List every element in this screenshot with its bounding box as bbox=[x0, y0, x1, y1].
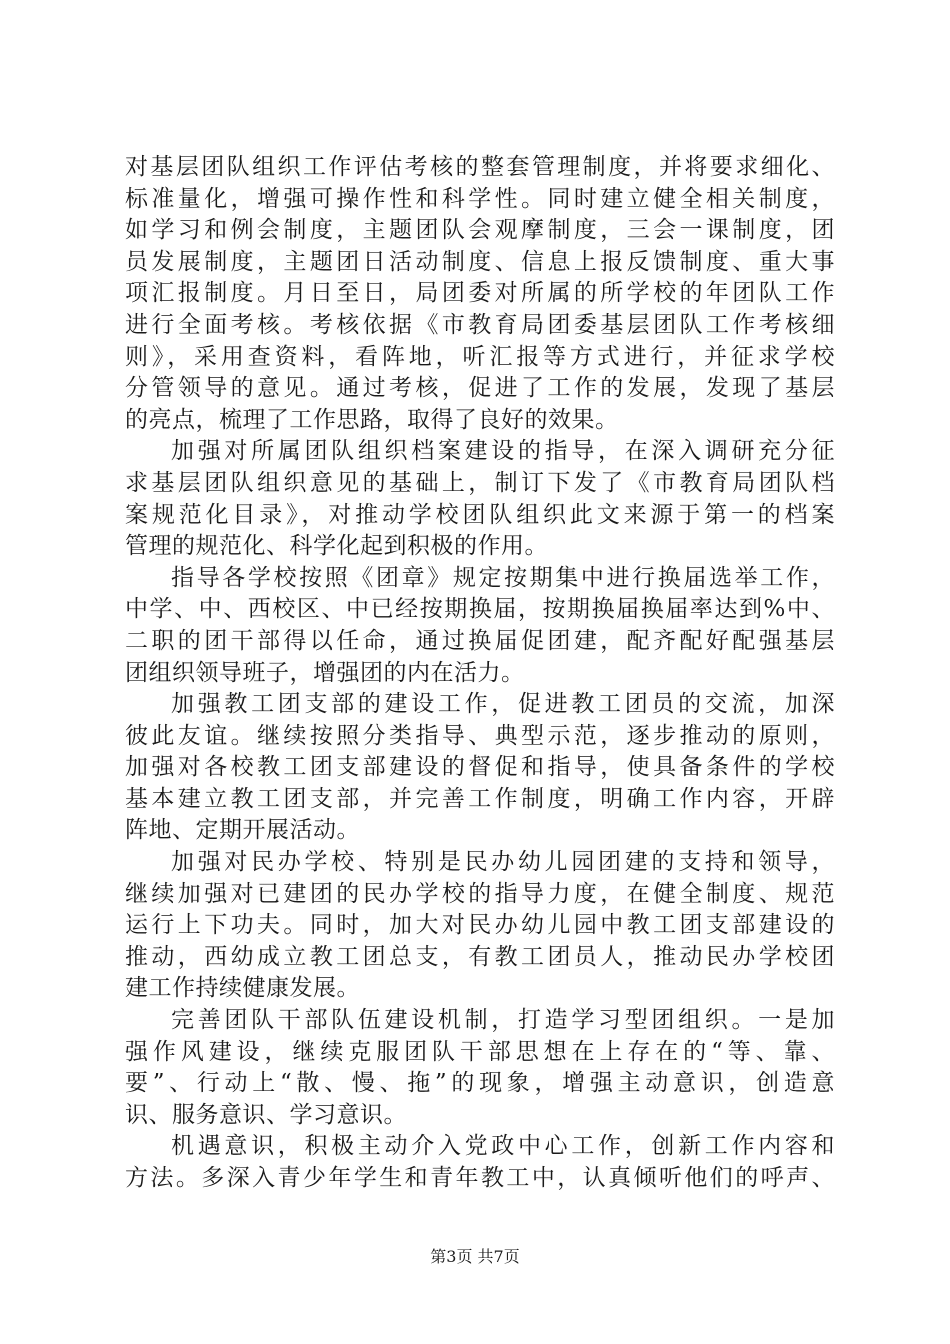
text-line: 加强教工团支部的建设工作，促进教工团员的交流，加深 bbox=[171, 691, 835, 718]
text-line: 建工作持续健康发展。 bbox=[125, 975, 360, 1002]
text-line: 案规范化目录》，对推动学校团队组织此文来源于第一的档案 bbox=[125, 501, 835, 528]
text-line: 运行上下功夫。同时，加大对民办幼儿园中教工团支部建设的 bbox=[125, 912, 835, 939]
text-line: 管理的规范化、科学化起到积极的作用。 bbox=[125, 533, 548, 560]
text-line: 识、服务意识、学习意识。 bbox=[125, 1101, 407, 1128]
document-body bbox=[125, 152, 835, 1195]
text-line: 团组织领导班子，增强团的内在活力。 bbox=[125, 659, 525, 686]
text-line: 则》，采用查资料，看阵地，听汇报等方式进行，并征求学校 bbox=[125, 343, 835, 370]
text-line: 标准量化，增强可操作性和科学性。同时建立健全相关制度， bbox=[125, 185, 835, 212]
text-line: 要”、行动上“散、慢、拖”的现象，增强主动意识，创造意 bbox=[125, 1070, 835, 1097]
text-line: 方法。多深入青少年学生和青年教工中，认真倾听他们的呼声、 bbox=[125, 1165, 835, 1191]
text-line: 加强对各校教工团支部建设的督促和指导，使具备条件的学校 bbox=[125, 754, 835, 781]
text-line: 加强对所属团队组织档案建设的指导，在深入调研充分征 bbox=[171, 438, 835, 465]
text-line: 阵地、定期开展活动。 bbox=[125, 817, 360, 844]
text-line: 二职的团干部得以任命，通过换届促团建，配齐配好配强基层 bbox=[125, 627, 835, 654]
text-line: 中学、中、西校区、中已经按期换届，按期换届换届率达到%中、 bbox=[125, 596, 835, 623]
page-footer: 第3页 共7页 bbox=[430, 1247, 520, 1266]
text-line: 继续加强对已建团的民办学校的指导力度，在健全制度、规范 bbox=[125, 880, 835, 907]
text-line: 基本建立教工团支部，并完善工作制度，明确工作内容，开辟 bbox=[125, 785, 835, 812]
text-line: 进行全面考核。考核依据《市教育局团委基层团队工作考核细 bbox=[125, 311, 835, 338]
text-line: 强作风建设，继续克服团队干部思想在上存在的“等、靠、 bbox=[125, 1038, 835, 1065]
text-line: 加强对民办学校、特别是民办幼儿园团建的支持和领导， bbox=[171, 849, 835, 876]
text-line: 分管领导的意见。通过考核，促进了工作的发展，发现了基层 bbox=[125, 375, 835, 402]
text-line: 指导各学校按照《团章》规定按期集中进行换届选举工作， bbox=[171, 564, 835, 591]
text-line: 如学习和例会制度，主题团队会观摩制度，三会一课制度，团 bbox=[125, 217, 835, 244]
text-line: 对基层团队组织工作评估考核的整套管理制度，并将要求细化、 bbox=[125, 154, 835, 180]
text-line: 彼此友谊。继续按照分类指导、典型示范，逐步推动的原则， bbox=[125, 722, 835, 749]
text-line: 推动，西幼成立教工团总支，有教工团员人，推动民办学校团 bbox=[125, 943, 835, 970]
text-line: 员发展制度，主题团日活动制度、信息上报反馈制度、重大事 bbox=[125, 248, 835, 275]
text-line: 的亮点，梳理了工作思路，取得了良好的效果。 bbox=[125, 406, 619, 433]
text-line: 完善团队干部队伍建设机制，打造学习型团组织。一是加 bbox=[171, 1007, 835, 1034]
text-line: 机遇意识，积极主动介入党政中心工作，创新工作内容和 bbox=[171, 1133, 835, 1160]
text-line: 项汇报制度。月日至日，局团委对所属的所学校的年团队工作 bbox=[125, 280, 835, 307]
text-line: 求基层团队组织意见的基础上，制订下发了《市教育局团队档 bbox=[125, 469, 835, 496]
